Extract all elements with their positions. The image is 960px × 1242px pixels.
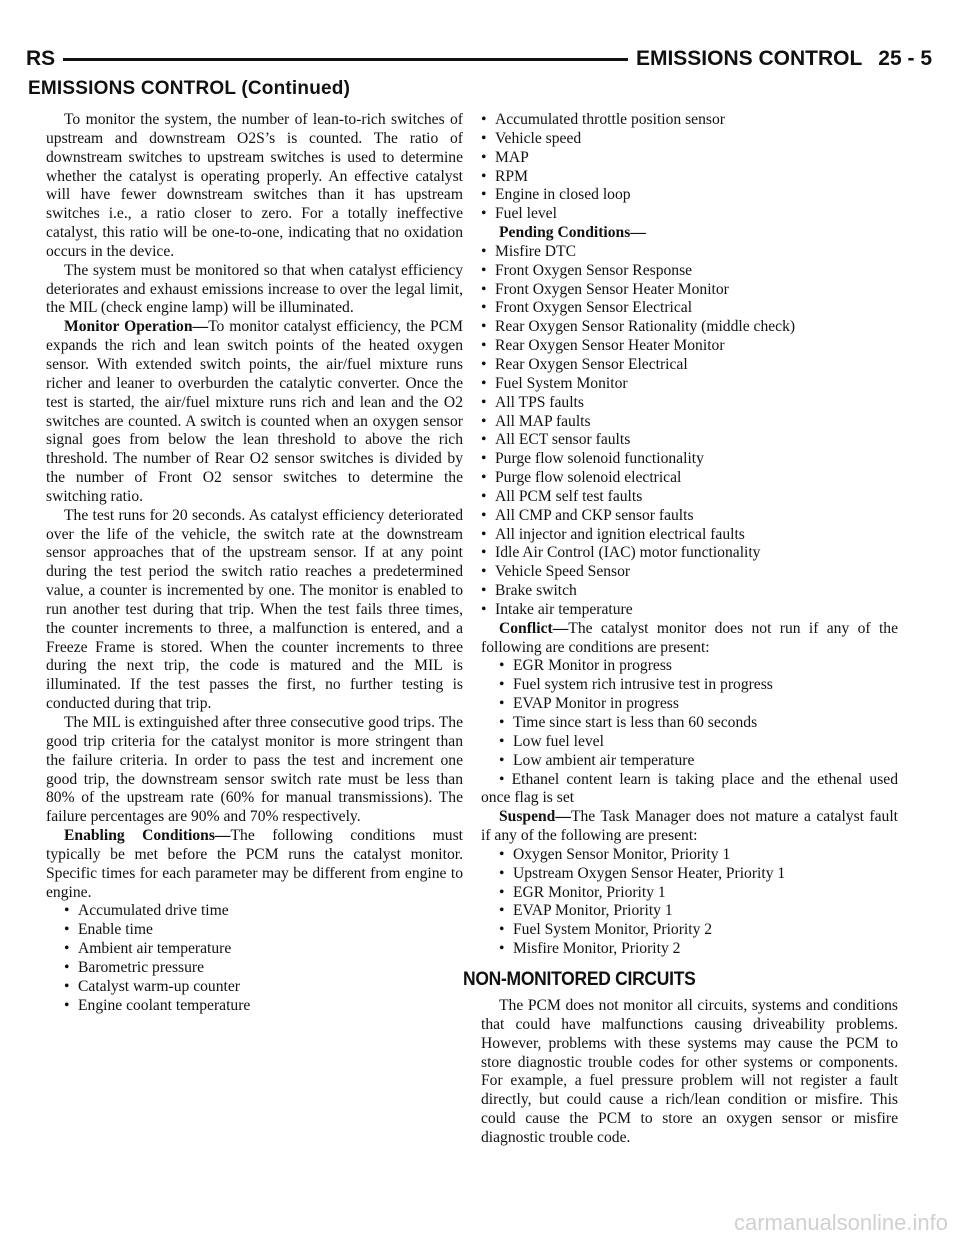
list-item bbox=[481, 111, 898, 130]
list-item bbox=[481, 413, 898, 432]
list-item bbox=[481, 168, 898, 187]
list-item-text: Rear Oxygen Sensor Rationality (middle check) bbox=[495, 318, 796, 336]
list-item bbox=[499, 695, 898, 714]
list-item-text: Intake air temperature bbox=[495, 600, 633, 618]
list-item bbox=[499, 846, 898, 865]
list-item-text: EGR Monitor in progress bbox=[513, 657, 672, 675]
bullet: • bbox=[481, 261, 487, 279]
list-item bbox=[481, 337, 898, 356]
list-item-text: Oxygen Sensor Monitor, Priority 1 bbox=[513, 845, 731, 863]
list-item-text: All ECT sensor faults bbox=[495, 431, 631, 449]
bullet: • bbox=[481, 374, 487, 392]
list-item bbox=[499, 902, 898, 921]
list-item-text: Time since start is less than 60 seconds bbox=[513, 714, 758, 731]
list-item bbox=[499, 733, 898, 752]
enabling-list-continued bbox=[481, 111, 898, 224]
conflict-list bbox=[481, 657, 898, 770]
paragraph-non-monitored: The PCM does not monitor all circuits, systems and conditions that could have malfunctions causing driveability problems. However, problems with these systems may cause the PCM to store diagnostic trouble codes for other systems or components. For example, a fuel pressure problem will not register a fault directly, but could cause a rich/lean condition or misfire. This could cause the PCM to store an oxygen sensor or misfire diagnostic trouble code. bbox=[481, 996, 898, 1146]
list-item-text: Catalyst warm-up counter bbox=[78, 977, 240, 995]
list-item bbox=[64, 940, 463, 959]
bullet: • bbox=[481, 563, 487, 581]
conflict-last-item bbox=[481, 771, 898, 809]
list-item-text: Fuel System Monitor, Priority 2 bbox=[513, 921, 713, 939]
list-item-text: Engine coolant temperature bbox=[78, 996, 251, 1014]
bullet: • bbox=[481, 450, 487, 468]
page-header bbox=[26, 46, 932, 72]
list-item-text: Fuel system rich intrusive test in progress bbox=[513, 676, 773, 694]
bullet: • bbox=[499, 940, 505, 958]
list-item bbox=[481, 205, 898, 224]
list-item-text: Low ambient air temperature bbox=[513, 751, 695, 769]
conflict-last-item-text: Ethanel content learn is taking place and the ethenal used once flag is set bbox=[481, 770, 898, 807]
bullet: • bbox=[481, 525, 487, 543]
bullet: • bbox=[481, 299, 487, 317]
list-item-text: Barometric pressure bbox=[78, 958, 204, 976]
bullet: • bbox=[64, 996, 70, 1014]
heading-non-monitored-circuits: NON-MONITORED CIRCUITS bbox=[463, 968, 696, 990]
list-item-text: All TPS faults bbox=[495, 393, 584, 411]
bullet: • bbox=[64, 921, 70, 939]
paragraph-ratio: To monitor the system, the number of lean-to-rich switches of upstream and downstream O2S’s is counted. The ratio of downstream switches to upstream switches is used to determine whether the catalyst is operating properly. An effective catalyst will have fewer downstream switches than it has upstream switches i.e., a ratio closer to zero. For a totally ineffective catalyst, this ratio will be one-to-one, indicating that no oxidation occurs in the device. bbox=[46, 111, 463, 260]
bullet: • bbox=[481, 487, 487, 505]
label-conflict: Conflict— bbox=[499, 619, 569, 637]
pending-heading bbox=[481, 224, 898, 243]
bullet: • bbox=[481, 469, 487, 487]
bullet: • bbox=[499, 902, 505, 920]
list-item bbox=[499, 714, 898, 733]
label-suspend: Suspend— bbox=[499, 808, 571, 826]
bullet: • bbox=[481, 167, 487, 185]
list-item bbox=[481, 582, 898, 601]
bullet: • bbox=[64, 977, 70, 995]
list-item bbox=[481, 243, 898, 262]
bullet: • bbox=[481, 393, 487, 411]
paragraph-test-runs: The test runs for 20 seconds. As catalyst efficiency deteriorated over the life of the vehicle, the switch rate at the downstream sensor approaches that of the upstream sensor. If at any point during the test period the switch ratio reaches a predetermined value, a counter is incremented by one. The monitor is enabled to run another test during that trip. When the test fails three times, the counter increments to three, a malfunction is entered, and a Freeze Frame is stored. When the counter increments to three during the next trip, the code is matured and the MIL is illuminated. If the test passes the first, no further testing is conducted during that trip. bbox=[46, 506, 463, 713]
list-item-text: EVAP Monitor in progress bbox=[513, 695, 679, 713]
bullet: • bbox=[499, 732, 505, 750]
bullet: • bbox=[499, 695, 505, 713]
bullet: • bbox=[481, 186, 487, 204]
label-enabling-conditions: Enabling Conditions— bbox=[64, 827, 231, 845]
bullet: • bbox=[481, 412, 487, 430]
bullet: • bbox=[499, 751, 505, 769]
left-column bbox=[46, 111, 463, 1016]
list-item-text: Vehicle speed bbox=[495, 129, 582, 147]
paragraph-monitor-operation bbox=[46, 318, 463, 506]
list-item-text: EVAP Monitor, Priority 1 bbox=[513, 902, 673, 920]
bullet: • bbox=[499, 921, 505, 939]
list-item-text: Accumulated throttle position sensor bbox=[495, 111, 725, 128]
list-item-text: Rear Oxygen Sensor Electrical bbox=[495, 355, 688, 373]
list-item-text: Purge flow solenoid functionality bbox=[495, 450, 704, 468]
list-item bbox=[481, 469, 898, 488]
list-item-text: Misfire DTC bbox=[495, 242, 576, 260]
paragraph-conflict bbox=[481, 620, 898, 658]
list-item-text: Front Oxygen Sensor Heater Monitor bbox=[495, 280, 729, 298]
list-item bbox=[64, 921, 463, 940]
section-continued-title: EMISSIONS CONTROL (Continued) bbox=[28, 78, 351, 99]
paragraph-suspend bbox=[481, 808, 898, 846]
list-item bbox=[499, 752, 898, 771]
list-item bbox=[64, 997, 463, 1016]
bullet: • bbox=[499, 883, 505, 901]
list-item bbox=[481, 130, 898, 149]
list-item-text: MAP bbox=[495, 148, 529, 166]
list-item bbox=[481, 601, 898, 620]
pending-list bbox=[481, 243, 898, 620]
list-item-text: Brake switch bbox=[495, 582, 577, 600]
paragraph-monitoring: The system must be monitored so that when catalyst efficiency deteriorates and exhaust emissions increase to over the legal limit, the MIL (check engine lamp) will be illuminated. bbox=[46, 261, 463, 317]
list-item-text: All CMP and CKP sensor faults bbox=[495, 506, 694, 524]
list-item bbox=[481, 563, 898, 582]
label-pending-conditions: Pending Conditions— bbox=[499, 224, 646, 242]
bullet: • bbox=[499, 676, 505, 694]
list-item-text: Front Oxygen Sensor Electrical bbox=[495, 299, 693, 317]
list-item-text: Accumulated drive time bbox=[78, 902, 229, 920]
bullet: • bbox=[481, 582, 487, 600]
list-item bbox=[64, 902, 463, 921]
list-item-text: Enable time bbox=[78, 921, 153, 939]
list-item bbox=[481, 149, 898, 168]
list-item bbox=[481, 281, 898, 300]
list-item-text: Misfire Monitor, Priority 2 bbox=[513, 940, 681, 958]
list-item bbox=[481, 356, 898, 375]
list-item bbox=[481, 318, 898, 337]
text-enabling-conditions: The following conditions must typically be met before the PCM runs the catalyst monitor. Specific times for each parameter may be different from engine to engine. bbox=[46, 827, 463, 901]
watermark: carmanualsonline.info bbox=[733, 1210, 948, 1235]
list-item-text: Idle Air Control (IAC) motor functionality bbox=[495, 544, 761, 562]
list-item bbox=[499, 676, 898, 695]
list-item bbox=[481, 375, 898, 394]
list-item-text: All PCM self test faults bbox=[495, 487, 643, 505]
list-item bbox=[481, 450, 898, 469]
enabling-list bbox=[46, 902, 463, 1015]
header-code: RS bbox=[26, 46, 63, 72]
list-item bbox=[481, 488, 898, 507]
list-item bbox=[499, 921, 898, 940]
list-item bbox=[481, 262, 898, 281]
bullet: • bbox=[481, 318, 487, 336]
list-item-text: Purge flow solenoid electrical bbox=[495, 469, 682, 487]
list-item bbox=[481, 526, 898, 545]
bullet: • bbox=[481, 544, 487, 562]
label-monitor-operation: Monitor Operation— bbox=[64, 318, 209, 336]
text-conflict: The catalyst monitor does not run if any of the following are conditions are present: bbox=[481, 619, 898, 656]
bullet: • bbox=[481, 600, 487, 618]
bullet: • bbox=[499, 657, 505, 675]
bullet: • bbox=[499, 845, 505, 863]
list-item bbox=[499, 884, 898, 903]
list-item bbox=[481, 544, 898, 563]
bullet: • bbox=[481, 337, 487, 355]
bullet: • bbox=[499, 864, 505, 882]
bullet: • bbox=[499, 714, 505, 731]
header-title: EMISSIONS CONTROL bbox=[635, 47, 863, 70]
bullet: • bbox=[481, 506, 487, 524]
text-monitor-operation: To monitor catalyst efficiency, the PCM expands the rich and lean switch points of the heated oxygen sensor. With extended switch points, the air/fuel mixture runs richer and leaner to overburden the catalytic converter. Once the test is started, the air/fuel mixture runs rich and lean and the O2 switches are counted. A switch is counted when an oxygen sensor signal goes from below the lean threshold to above the rich threshold. The number of Rear O2 sensor switches is divided by the number of Front O2 sensor switches to determine the switching ratio. bbox=[46, 318, 463, 505]
bullet: • bbox=[481, 148, 487, 166]
list-item-text: Fuel System Monitor bbox=[495, 374, 628, 392]
bullet: • bbox=[481, 129, 487, 147]
list-item bbox=[481, 186, 898, 205]
list-item-text: EGR Monitor, Priority 1 bbox=[513, 883, 666, 901]
list-item-text: Fuel level bbox=[495, 205, 557, 223]
list-item-text: Upstream Oxygen Sensor Heater, Priority 1 bbox=[513, 864, 786, 882]
bullet: • bbox=[481, 280, 487, 298]
page-number: 25 - 5 bbox=[878, 47, 932, 70]
list-item bbox=[481, 299, 898, 318]
list-item-text: All MAP faults bbox=[495, 412, 591, 430]
list-item-text: All injector and ignition electrical faults bbox=[495, 525, 745, 543]
list-item-text: Vehicle Speed Sensor bbox=[495, 563, 631, 581]
list-item-text: Low fuel level bbox=[513, 732, 604, 750]
list-item bbox=[481, 394, 898, 413]
list-item bbox=[64, 978, 463, 997]
list-item-text: Rear Oxygen Sensor Heater Monitor bbox=[495, 337, 725, 355]
bullet: • bbox=[499, 770, 505, 788]
bullet: • bbox=[64, 902, 70, 920]
list-item bbox=[481, 431, 898, 450]
bullet: • bbox=[64, 958, 70, 976]
paragraph-mil-extinguished: The MIL is extinguished after three consecutive good trips. The good trip criteria for the catalyst monitor is more stringent than the failure criteria. In order to pass the test and increment one good trip, the downstream sensor switch rate must be less than 80% of the upstream rate (60% for manual transmissions). The failure percentages are 90% and 70% respectively. bbox=[46, 714, 463, 826]
suspend-list bbox=[481, 846, 898, 959]
text-suspend: The Task Manager does not mature a catalyst fault if any of the following are present: bbox=[481, 808, 898, 845]
bullet: • bbox=[481, 111, 487, 128]
list-item-text: RPM bbox=[495, 167, 528, 185]
list-item-text: Front Oxygen Sensor Response bbox=[495, 261, 693, 279]
list-item bbox=[499, 865, 898, 884]
bullet: • bbox=[481, 242, 487, 260]
right-column bbox=[463, 111, 898, 1148]
header-title-group bbox=[628, 46, 932, 72]
paragraph-enabling-conditions bbox=[46, 827, 463, 902]
list-item bbox=[499, 940, 898, 959]
list-item-text: Ambient air temperature bbox=[78, 940, 232, 958]
bullet: • bbox=[481, 431, 487, 449]
bullet: • bbox=[481, 355, 487, 373]
list-item bbox=[64, 959, 463, 978]
bullet: • bbox=[481, 205, 487, 223]
list-item-text: Engine in closed loop bbox=[495, 186, 631, 204]
list-item bbox=[499, 657, 898, 676]
list-item bbox=[481, 507, 898, 526]
bullet: • bbox=[64, 940, 70, 958]
